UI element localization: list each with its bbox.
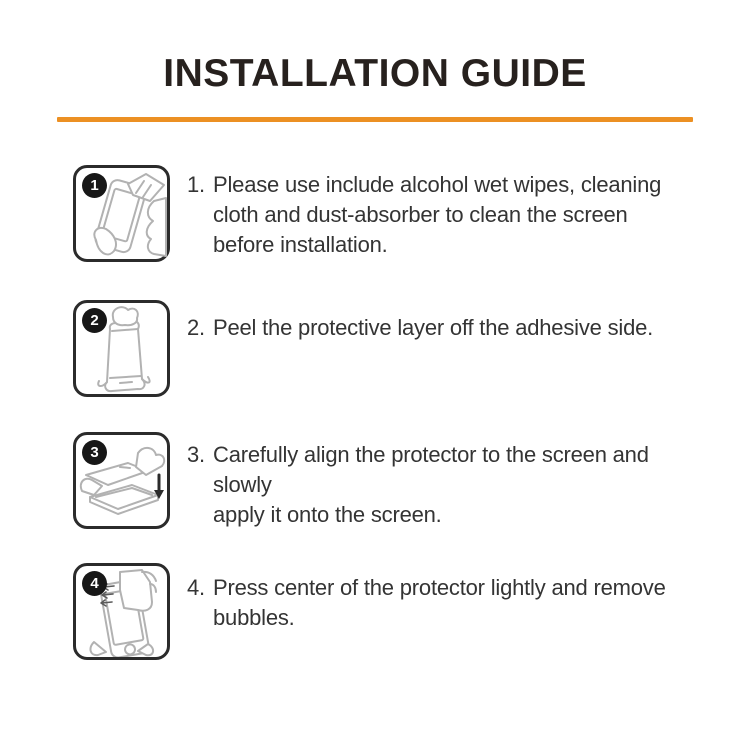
press-center-icon (73, 563, 170, 660)
peel-protective-layer-icon (73, 300, 170, 397)
step-text (187, 573, 666, 633)
step-text (187, 440, 713, 530)
page-title: INSTALLATION GUIDE (163, 52, 587, 95)
step-number-badge: 3 (82, 440, 107, 465)
step-number-label: 3. (187, 442, 205, 467)
step-text (187, 170, 661, 260)
wipe-screen-icon (73, 165, 170, 262)
step-number-badge: 4 (82, 571, 107, 596)
step-number-label: 1. (187, 172, 205, 197)
step-instruction: Peel the protective layer off the adhesive side. (213, 315, 654, 340)
align-protector-icon (73, 432, 170, 529)
step-number-label: 4. (187, 575, 205, 600)
step-instruction: Press center of the protector lightly and remove bubbles. (213, 575, 666, 630)
step-number-label: 2. (187, 315, 205, 340)
step-instruction: Please use include alcohol wet wipes, cleaning cloth and dust-absorber to clean the screen before installation. (213, 172, 662, 257)
step-instruction: Carefully align the protector to the screen and slowly apply it onto the screen. (213, 442, 649, 527)
step-text (187, 313, 653, 343)
step-number-badge: 1 (82, 173, 107, 198)
title-divider (57, 117, 693, 122)
step-number-badge: 2 (82, 308, 107, 333)
